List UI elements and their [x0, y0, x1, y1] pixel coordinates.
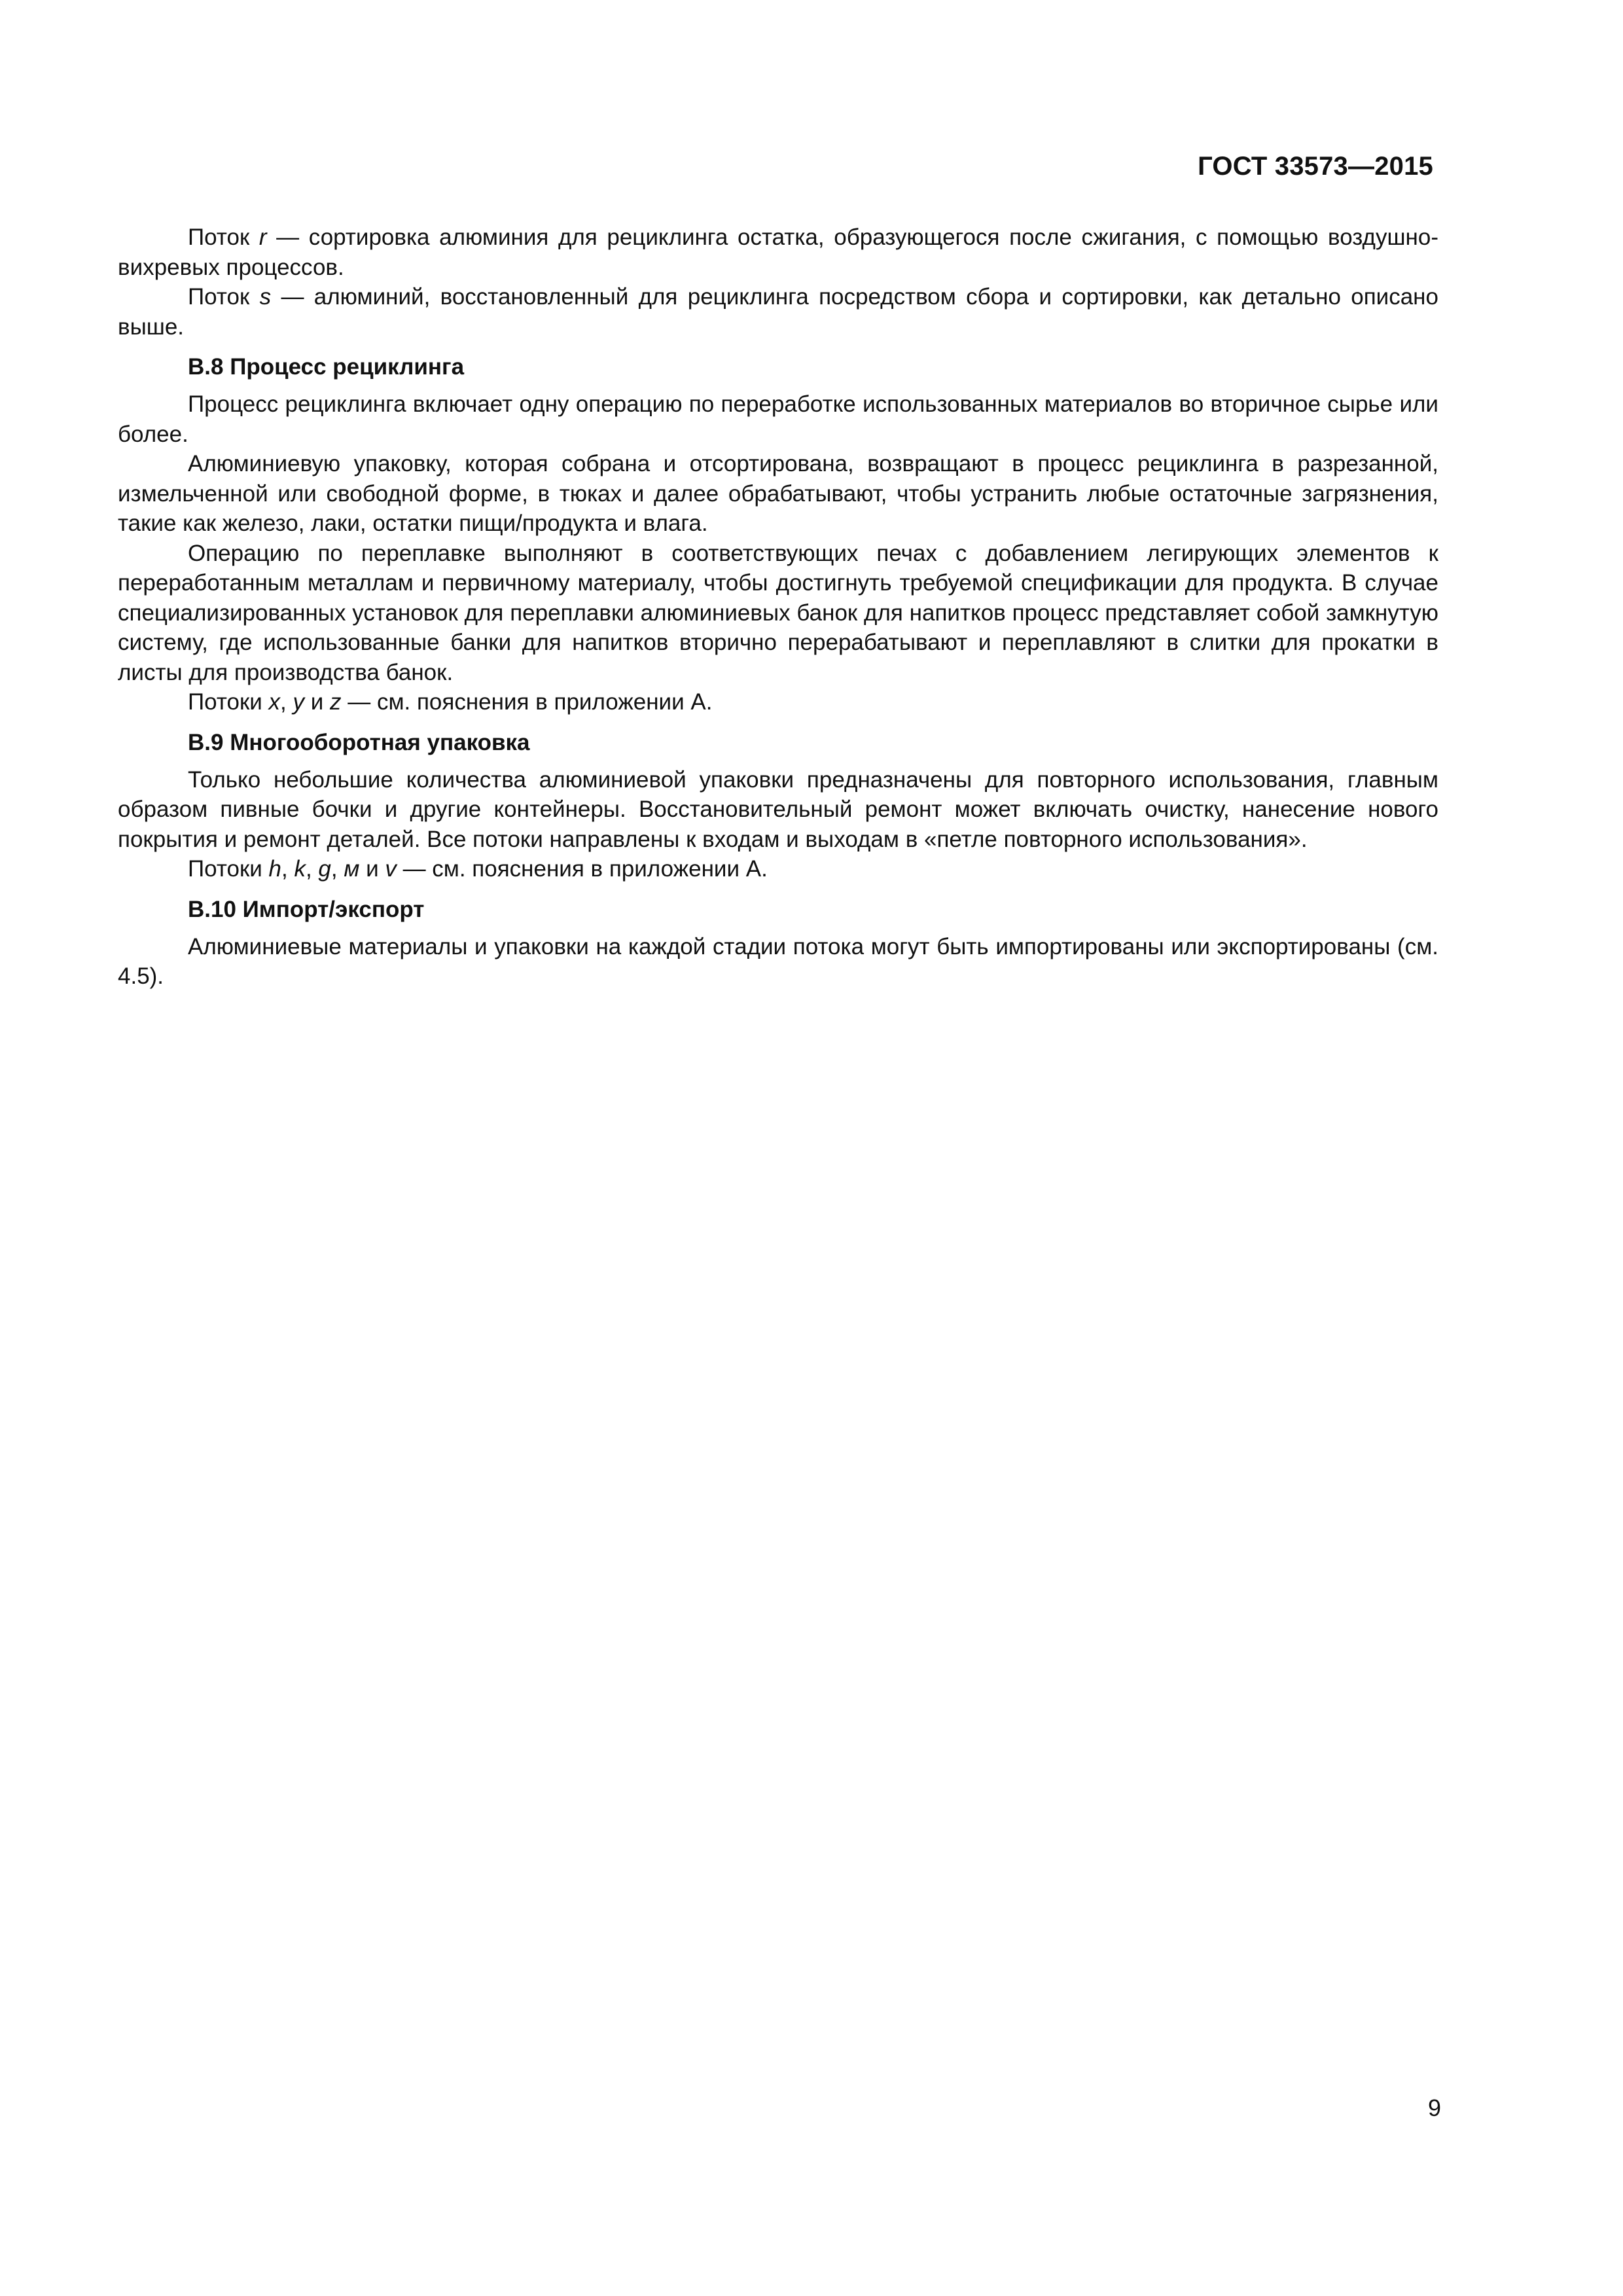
- b8-flow-x: x: [268, 689, 281, 715]
- flow-s-variable: s: [259, 284, 272, 310]
- page-content: [118, 223, 1438, 992]
- b9-flow-v: v: [385, 856, 397, 882]
- flow-s-lead: Поток: [188, 284, 260, 310]
- paragraph-b9-2: [118, 854, 1438, 884]
- b9-flow-h: h: [268, 856, 282, 882]
- b9-flows-tail: — см. пояснения в приложении А.: [396, 856, 768, 882]
- paragraph-b8-1: Процесс рециклинга включает одну операцию по переработке использованных материалов во вторичное сырье или более.: [118, 391, 1438, 447]
- page-number: 9: [1427, 2094, 1441, 2121]
- paragraph-b8-3: Операцию по переплавке выполняют в соответствующих печах с добавлением легирующих элементов к переработанным металлам и первичному материалу, чтобы достигнуть требуемой спецификации для продукта. В случае специализированных установок для переплавки алюминиевых банок для напитков процесс представляет собой замкнутую систему, где использованные банки для напитков вторично перерабатывают и переплавляют в слитки для прокатки в листы для производства банок.: [118, 540, 1438, 685]
- flow-r-lead: Поток: [188, 224, 259, 250]
- b8-flows-tail: — см. пояснения в приложении А.: [341, 689, 713, 715]
- flow-r-text: — сортировка алюминия для рециклинга остатка, образующегося после сжигания, с помощью воздушно-вихревых процессов.: [118, 224, 1438, 280]
- b9-sep-2: ,: [305, 856, 319, 882]
- b9-sep-4: и: [359, 856, 385, 882]
- paragraph-flow-r: [118, 223, 1438, 282]
- b8-sep-1: ,: [280, 689, 293, 715]
- heading-b9: В.9 Многооборотная упаковка: [188, 729, 530, 755]
- paragraph-b9-1: Только небольшие количества алюминиевой упаковки предназначены для повторного использования, главным образом пивные бочки и другие контейнеры. Восстановительный ремонт может включать очистку, нанесение нового покрытия и ремонт деталей. Все потоки направлены к входам и выходам в «петле повторного использования».: [118, 766, 1438, 852]
- b9-sep-1: ,: [281, 856, 294, 882]
- flow-r-variable: r: [259, 224, 267, 250]
- b9-sep-3: ,: [330, 856, 344, 882]
- b8-flows-lead: Потоки: [188, 689, 269, 715]
- paragraph-flow-s: [118, 282, 1438, 342]
- heading-b10: В.10 Импорт/экспорт: [188, 896, 425, 922]
- b8-flow-z: z: [330, 689, 342, 715]
- heading-b8: В.8 Процесс рециклинга: [188, 354, 465, 380]
- b9-flow-m: м: [344, 856, 360, 882]
- paragraph-b10-1: Алюминиевые материалы и упаковки на каждой стадии потока могут быть импортированы или экспортированы (см. 4.5).: [118, 933, 1438, 989]
- b9-flow-k: k: [294, 856, 306, 882]
- b8-sep-2: и: [304, 689, 330, 715]
- paragraph-b8-2: Алюминиевую упаковку, которая собрана и отсортирована, возвращают в процесс рециклинга в разрезанной, измельченной или свободной форме, в тюках и далее обрабатывают, чтобы устранить любые остаточные загрязнения, такие как железо, лаки, остатки пищи/продукта и влага.: [118, 451, 1438, 536]
- b9-flows-lead: Потоки: [188, 856, 269, 882]
- b9-flow-g: g: [318, 856, 331, 882]
- paragraph-b8-4: [118, 687, 1438, 717]
- flow-s-text: — алюминий, восстановленный для рециклинга посредством сбора и сортировки, как детально описано выше.: [118, 284, 1438, 340]
- b8-flow-y: y: [293, 689, 304, 715]
- document-code: ГОСТ 33573—2015: [1198, 152, 1433, 181]
